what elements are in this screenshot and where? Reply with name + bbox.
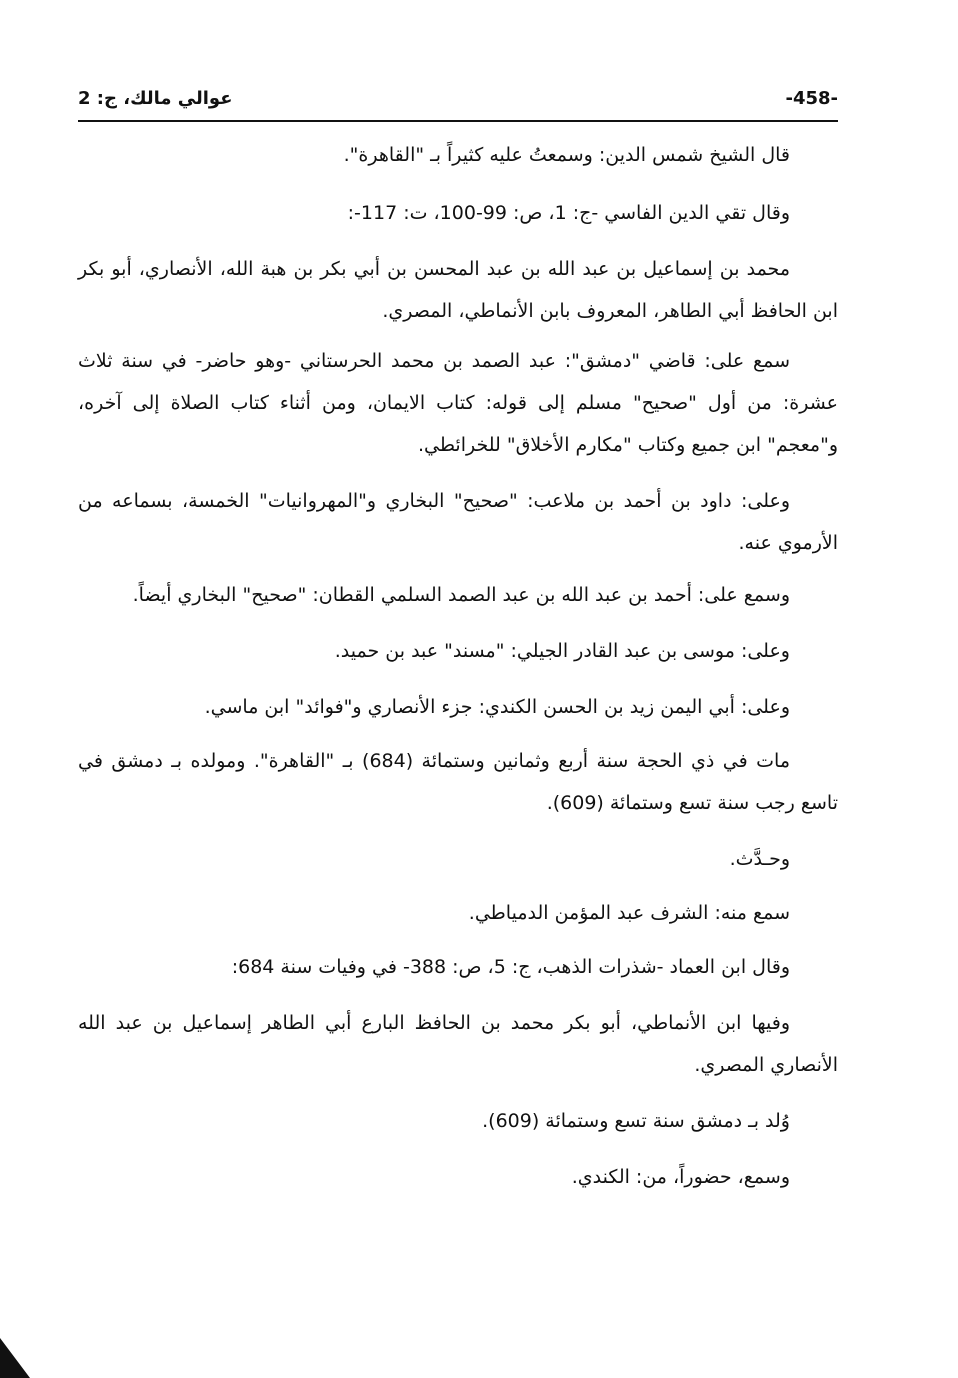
paragraph — [78, 1100, 838, 1142]
paragraph — [78, 630, 838, 672]
paragraph-text: سمع منه: الشرف عبد المؤمن الدمياطي. — [468, 902, 790, 924]
paragraph-text: وُلد بـ دمشق سنة تسع وستمائة (609). — [482, 1110, 790, 1132]
paragraph — [78, 134, 838, 176]
paragraph — [78, 480, 838, 564]
scan-corner-mark — [0, 1338, 30, 1378]
paragraph-text: سمع على: قاضي "دمشق": عبد الصمد بن محمد الحرستاني -وهو حاضر- في سنة ثلاث عشرة: من أول "صحيح" مسلم إلى قوله: كتاب الايمان، ومن أثناء كتاب الصلاة إلى آخره، و"معجم" ابن جميع وكتاب "مكارم الأخلاق" للخرائطي. — [78, 350, 838, 456]
paragraph — [78, 686, 838, 728]
paragraph-text: وعلى: داود بن أحمد بن ملاعب: "صحيح" البخاري و"المهروانيات" الخمسة، بسماعه من الأرموي عنه. — [78, 490, 838, 554]
header-rule — [78, 120, 838, 122]
paragraph — [78, 574, 838, 616]
paragraph-text: قال الشيخ شمس الدين: وسمعتُ عليه كثيراً بـ "القاهرة". — [343, 144, 790, 166]
paragraph — [78, 740, 838, 824]
paragraph — [78, 1156, 838, 1198]
paragraph-text: وفيها ابن الأنماطي، أبو بكر محمد بن الحافظ البارع أبي الطاهر إسماعيل بن عبد الله الأنصاري المصري. — [78, 1012, 838, 1076]
paragraph-text: وحـدَّث. — [729, 848, 790, 870]
running-header-book-ref: عوالي مالك، ج: 2 — [78, 88, 233, 109]
paragraph-text: محمد بن إسماعيل بن عبد الله بن عبد المحسن بن أبي بكر بن هبة الله، الأنصاري، أبو بكر ابن الحافظ أبي الطاهر، المعروف بابن الأنماطي، المصري. — [78, 258, 838, 322]
paragraph — [78, 1002, 838, 1086]
paragraph-text: وعلى: أبي اليمن زيد بن الحسن الكندي: جزء الأنصاري و"فوائد" ابن ماسي. — [204, 696, 790, 718]
paragraph — [78, 946, 838, 988]
paragraph — [78, 340, 838, 466]
paragraph-text: وسمع، حضوراً، من: الكندي. — [571, 1166, 790, 1188]
paragraph-text: وقال ابن العماد -شذرات الذهب، ج: 5، ص: 388- في وفيات سنة 684: — [231, 956, 790, 978]
paragraph-text: وسمع على: أحمد بن عبد الله بن عبد الصمد السلمي القطان: "صحيح" البخاري أيضاً. — [132, 584, 790, 606]
page-number: -458- — [785, 88, 838, 109]
paragraph — [78, 248, 838, 332]
paragraph-text: وقال تقي الدين الفاسي -ج: 1، ص: 99-100، ت: 117-: — [347, 202, 790, 224]
paragraph-text: وعلى: موسى بن عبد القادر الجيلي: "مسند" عبد بن حميد. — [334, 640, 790, 662]
paragraph — [78, 838, 838, 880]
paragraph-text: مات في ذي الحجة سنة أربع وثمانين وستمائة (684) بـ "القاهرة". ومولده بـ دمشق في تاسع رجب سنة تسع وستمائة (609). — [78, 750, 838, 814]
paragraph — [78, 192, 838, 234]
paragraph — [78, 892, 838, 934]
